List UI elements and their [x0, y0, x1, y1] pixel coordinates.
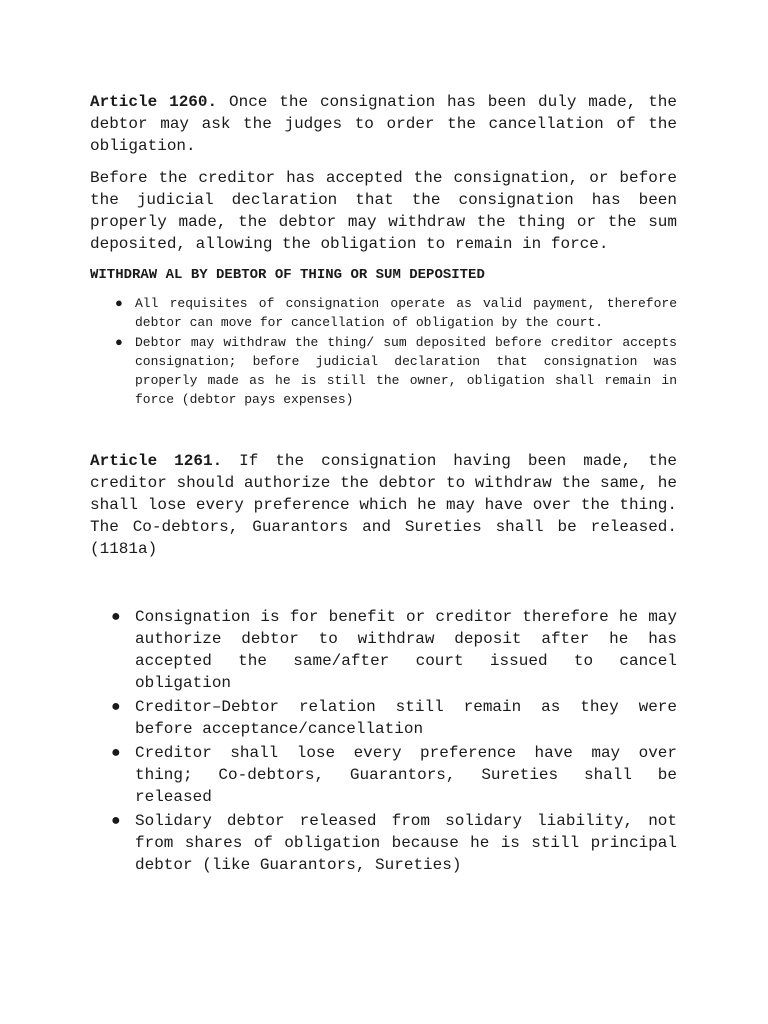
article-1260-second-paragraph: Before the creditor has accepted the consignation, or before the judicial declaration that the consignation has been properly made, the debtor may withdraw the thing or the sum deposited, allowing the obligation to remain in force.	[90, 169, 677, 253]
bullet-icon: ●	[111, 697, 121, 716]
list-item-text: Creditor–Debtor relation still remain as they were before acceptance/cancellation	[135, 697, 677, 738]
list-item	[90, 742, 677, 808]
article-1260-notes-list	[90, 294, 677, 410]
bullet-icon: ●	[115, 296, 123, 311]
list-item	[90, 606, 677, 694]
article-1261-notes-list	[90, 606, 677, 876]
list-item	[90, 294, 677, 333]
bullet-icon: ●	[111, 607, 121, 626]
list-item-text: Solidary debtor released from solidary liability, not from shares of obligation because he is still principal debtor (like Guarantors, Sureties)	[135, 811, 677, 874]
list-item	[90, 333, 677, 410]
article-1260-label: Article 1260.	[90, 93, 218, 111]
list-item-text: Debtor may withdraw the thing/ sum deposited before creditor accepts consignation; before judicial declaration that consignation was properly made as he is still the owner, obligation shall remain in force (debtor pays expenses)	[135, 334, 677, 408]
document-page	[90, 91, 677, 878]
article-1261-text: If the consignation having been made, the creditor should authorize the debtor to withdraw the same, he shall lose every preference which he may have over the thing. The Co-debtors, Guarantors and Sureties shall be released. (1181a)	[90, 451, 677, 558]
article-1260-text: Once the consignation has been duly made, the debtor may ask the judges to order the cancellation of the obligation.	[90, 93, 678, 155]
list-item-text: Consignation is for benefit or creditor therefore he may authorize debtor to withdraw deposit after he has accepted the same/after court issued to cancel obligation	[135, 607, 677, 692]
list-item	[90, 696, 677, 740]
section-heading: WITHDRAW AL BY DEBTOR OF THING OR SUM DEPOSITED	[90, 267, 485, 283]
article-1261-label: Article 1261.	[90, 451, 223, 470]
list-item-text: Creditor shall lose every preference have may over thing; Co-debtors, Guarantors, Sureties shall be released	[135, 743, 677, 806]
article-1260-paragraph	[90, 91, 677, 157]
list-item-text: All requisites of consignation operate as valid payment, therefore debtor can move for cancellation of obligation by the court.	[135, 296, 677, 331]
list-item	[90, 810, 677, 876]
bullet-icon: ●	[115, 334, 123, 350]
bullet-icon: ●	[111, 743, 121, 762]
bullet-icon: ●	[111, 811, 121, 830]
article-1261-paragraph	[90, 450, 677, 560]
